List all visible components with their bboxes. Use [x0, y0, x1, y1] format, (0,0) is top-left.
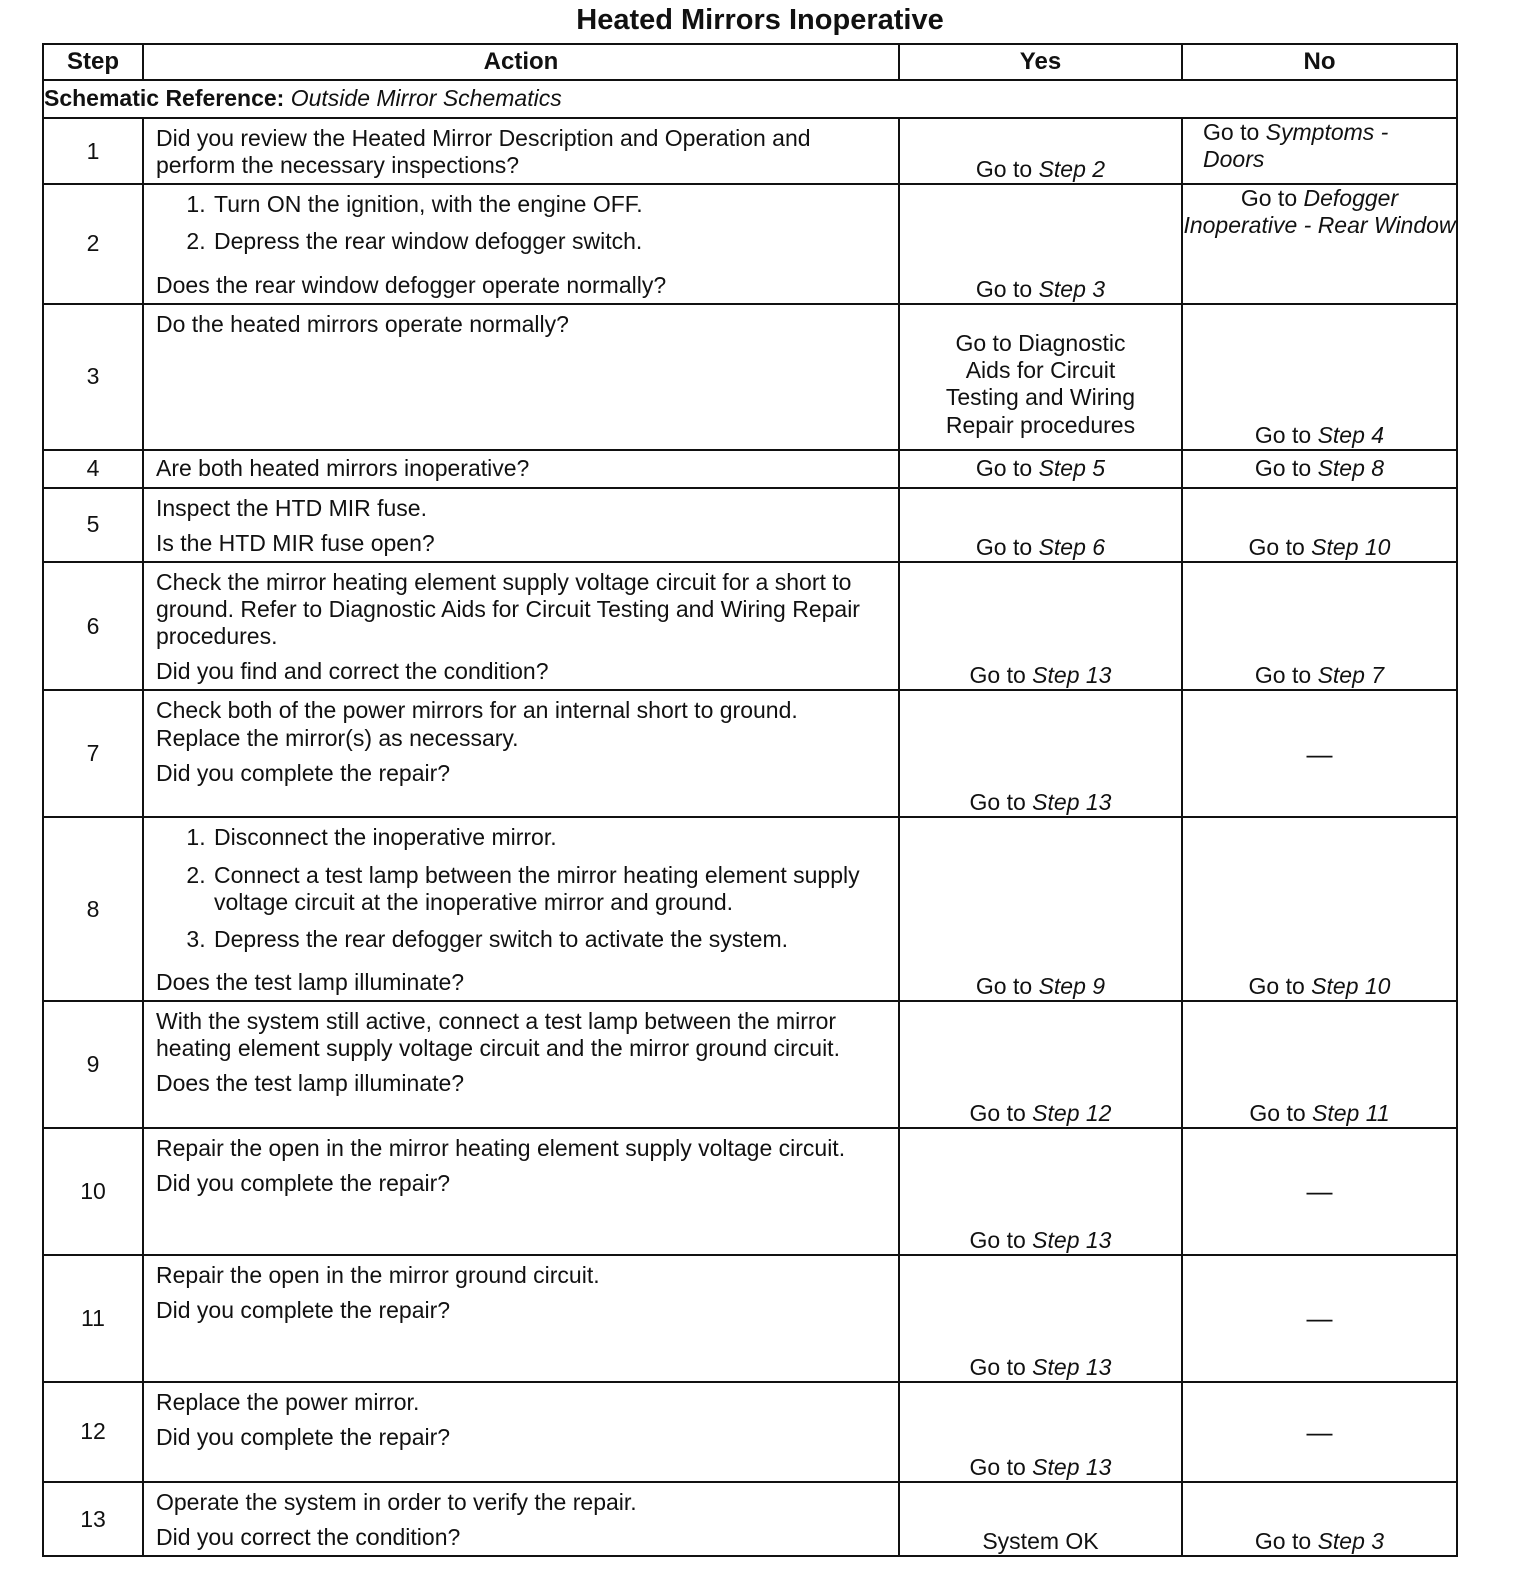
yes-step-link[interactable]: Step 13 — [1032, 1226, 1112, 1253]
action-cell — [143, 184, 899, 303]
action-cell — [143, 690, 899, 817]
action-question: Did you complete the repair? — [156, 759, 451, 786]
yes-cell[interactable] — [899, 488, 1182, 562]
action-text: Check both of the power mirrors for an internal short to ground. Replace the mirror(s) as necessary. — [156, 697, 798, 751]
action-cell — [143, 817, 899, 1001]
step-number: 1 — [43, 118, 143, 184]
step-number: 9 — [43, 1001, 143, 1128]
no-cell[interactable] — [1182, 1001, 1457, 1128]
action-cell — [143, 304, 899, 450]
no-step-link[interactable]: Step 8 — [1317, 455, 1385, 482]
table-row — [43, 817, 1457, 1001]
table-row — [43, 1001, 1457, 1128]
action-text: Did you review the Heated Mirror Description and Operation and perform the necessary inspections? — [156, 125, 811, 179]
header-action: Action — [143, 44, 899, 80]
yes-step-link[interactable]: Step 9 — [1038, 972, 1106, 999]
step-number: 10 — [43, 1128, 143, 1255]
yes-cell[interactable] — [899, 1382, 1182, 1482]
no-cell[interactable] — [1182, 562, 1457, 691]
step-number: 7 — [43, 690, 143, 817]
action-steps — [156, 191, 888, 261]
action-cell — [143, 1128, 899, 1255]
table-row — [43, 450, 1457, 488]
no-cell — [1182, 1255, 1457, 1382]
action-cell — [143, 1255, 899, 1382]
table-row — [43, 304, 1457, 450]
yes-prefix: Go to — [975, 455, 1033, 482]
no-cell[interactable] — [1182, 1482, 1457, 1556]
step-number: 11 — [43, 1255, 143, 1382]
action-cell — [143, 118, 899, 184]
header-yes: Yes — [899, 44, 1182, 80]
yes-cell[interactable] — [899, 184, 1182, 303]
step-number: 6 — [43, 562, 143, 691]
yes-cell[interactable] — [899, 1255, 1182, 1382]
yes-text: System OK — [982, 1528, 1099, 1555]
yes-prefix: Go to — [975, 275, 1033, 302]
yes-cell[interactable] — [899, 1128, 1182, 1255]
yes-prefix: Go to — [969, 662, 1026, 689]
no-prefix: Go to — [1254, 662, 1312, 689]
yes-cell[interactable] — [899, 304, 1182, 450]
action-steps — [156, 824, 888, 959]
action-cell — [143, 1001, 899, 1128]
no-prefix: Go to — [1254, 1528, 1312, 1555]
no-prefix: Go to — [1240, 185, 1298, 212]
schematic-reference — [43, 80, 1457, 118]
action-cell — [143, 1482, 899, 1556]
step-number: 5 — [43, 488, 143, 562]
yes-cell[interactable] — [899, 562, 1182, 691]
no-step-link[interactable]: Step 10 — [1311, 972, 1391, 999]
yes-step-link[interactable]: Step 5 — [1038, 455, 1106, 482]
schematic-reference-link[interactable]: Outside Mirror Schematics — [290, 85, 562, 112]
yes-step-link[interactable]: Step 13 — [1032, 662, 1112, 689]
yes-cell — [899, 1482, 1182, 1556]
table-row — [43, 1128, 1457, 1255]
yes-step-link[interactable]: Step 13 — [1032, 1353, 1112, 1380]
yes-step-link[interactable]: Step 6 — [1038, 533, 1106, 560]
action-step-item: 2. Connect a test lamp between the mirror heating element supply voltage circuit at the inoperative mirror and ground. — [212, 862, 888, 916]
step-number: 12 — [43, 1382, 143, 1482]
no-cell[interactable] — [1182, 817, 1457, 1001]
action-step-item: 1. Turn ON the ignition, with the engine OFF. — [212, 191, 888, 218]
no-prefix: Go to — [1249, 1099, 1306, 1126]
yes-prefix: Go to — [969, 789, 1026, 816]
yes-cell[interactable] — [899, 450, 1182, 488]
action-text: Repair the open in the mirror ground circuit. — [156, 1262, 600, 1288]
no-prefix: Go to — [1248, 972, 1305, 999]
no-step-link[interactable]: Step 11 — [1312, 1099, 1390, 1126]
diagnostic-table — [42, 43, 1458, 1557]
table-row — [43, 184, 1457, 303]
no-dash: — — [1306, 1416, 1333, 1447]
action-cell — [143, 488, 899, 562]
no-cell[interactable] — [1182, 488, 1457, 562]
step-number: 4 — [43, 450, 143, 488]
no-dash: — — [1306, 1176, 1333, 1207]
yes-text[interactable]: Go to Diagnostic Aids for Circuit Testing and Wiring Repair procedures — [945, 330, 1136, 438]
no-prefix: Go to — [1254, 421, 1312, 448]
no-cell — [1182, 690, 1457, 817]
step-number: 8 — [43, 817, 143, 1001]
no-prefix: Go to — [1248, 533, 1305, 560]
yes-prefix: Go to — [975, 533, 1033, 560]
action-cell — [143, 562, 899, 691]
yes-cell[interactable] — [899, 118, 1182, 184]
action-cell — [143, 450, 899, 488]
no-cell — [1182, 1128, 1457, 1255]
yes-prefix: Go to — [969, 1453, 1026, 1480]
no-cell[interactable] — [1182, 118, 1457, 184]
step-number: 2 — [43, 184, 143, 303]
action-step-item: 1. Disconnect the inoperative mirror. — [212, 824, 888, 851]
yes-step-link[interactable]: Step 3 — [1038, 275, 1106, 302]
page-title: Heated Mirrors Inoperative — [576, 4, 944, 36]
action-text: Do the heated mirrors operate normally? — [156, 310, 569, 337]
yes-prefix: Go to — [975, 972, 1033, 999]
header-row — [43, 44, 1457, 80]
action-text: Check the mirror heating element supply voltage circuit for a short to ground. Refer to Diagnostic Aids for Circuit Testing and Wiring Repair procedures. — [156, 568, 860, 650]
table-row — [43, 488, 1457, 562]
yes-cell[interactable] — [899, 817, 1182, 1001]
no-step-link[interactable]: Step 3 — [1317, 1528, 1385, 1555]
table-row — [43, 1255, 1457, 1382]
yes-step-link[interactable]: Step 2 — [1038, 156, 1106, 183]
action-question: Does the test lamp illuminate? — [156, 968, 465, 995]
schematic-reference-row — [43, 80, 1457, 118]
table-row — [43, 1482, 1457, 1556]
no-cell[interactable] — [1182, 304, 1457, 450]
yes-cell[interactable] — [899, 1001, 1182, 1128]
no-dash: — — [1306, 738, 1333, 769]
no-step-link[interactable]: Symptoms - Doors — [1203, 119, 1389, 173]
table-row — [43, 1382, 1457, 1482]
yes-step-link[interactable]: Step 12 — [1032, 1099, 1112, 1126]
step-number: 3 — [43, 304, 143, 450]
no-step-link[interactable]: Defogger Inoperative - Rear Window — [1183, 185, 1456, 239]
action-text: Repair the open in the mirror heating element supply voltage circuit. — [156, 1135, 846, 1161]
header-step: Step — [43, 44, 143, 80]
no-prefix: Go to — [1203, 119, 1260, 145]
action-question: Did you find and correct the condition? — [156, 658, 549, 685]
yes-cell[interactable] — [899, 690, 1182, 817]
no-cell[interactable] — [1182, 450, 1457, 488]
action-question: Is the HTD MIR fuse open? — [156, 529, 435, 556]
yes-prefix: Go to — [975, 156, 1033, 183]
no-step-link[interactable]: Step 7 — [1317, 662, 1385, 689]
table-row — [43, 562, 1457, 691]
action-question: Did you correct the condition? — [156, 1524, 461, 1551]
step-number: 13 — [43, 1482, 143, 1556]
action-step-item: 3. Depress the rear defogger switch to activate the system. — [212, 926, 888, 953]
action-text: Inspect the HTD MIR fuse. — [156, 494, 427, 521]
yes-prefix: Go to — [969, 1353, 1026, 1380]
yes-prefix: Go to — [969, 1099, 1026, 1126]
action-question: Did you complete the repair? — [156, 1424, 451, 1451]
yes-step-link[interactable]: Step 13 — [1032, 789, 1112, 816]
action-text: Operate the system in order to verify the repair. — [156, 1489, 637, 1515]
action-question: Does the rear window defogger operate normally? — [156, 271, 667, 298]
yes-prefix: Go to — [969, 1226, 1026, 1253]
header-no: No — [1182, 44, 1457, 80]
table-row — [43, 690, 1457, 817]
action-step-item: 2. Depress the rear window defogger switch. — [212, 228, 888, 255]
action-text: Are both heated mirrors inoperative? — [156, 454, 530, 481]
action-text: With the system still active, connect a test lamp between the mirror heating element supply voltage circuit and the mirror ground circuit. — [156, 1008, 840, 1062]
action-question: Does the test lamp illuminate? — [156, 1070, 465, 1097]
no-cell — [1182, 1382, 1457, 1482]
yes-step-link[interactable]: Step 13 — [1032, 1453, 1112, 1480]
no-cell[interactable] — [1182, 184, 1457, 303]
table-row — [43, 118, 1457, 184]
action-cell — [143, 1382, 899, 1482]
no-step-link[interactable]: Step 4 — [1317, 421, 1385, 448]
action-text: Replace the power mirror. — [156, 1389, 420, 1415]
action-question: Did you complete the repair? — [156, 1170, 451, 1197]
no-dash: — — [1306, 1303, 1333, 1334]
no-step-link[interactable]: Step 10 — [1311, 533, 1391, 560]
action-question: Did you complete the repair? — [156, 1297, 451, 1324]
schematic-reference-label: Schematic Reference: — [44, 85, 285, 112]
no-prefix: Go to — [1254, 455, 1312, 482]
